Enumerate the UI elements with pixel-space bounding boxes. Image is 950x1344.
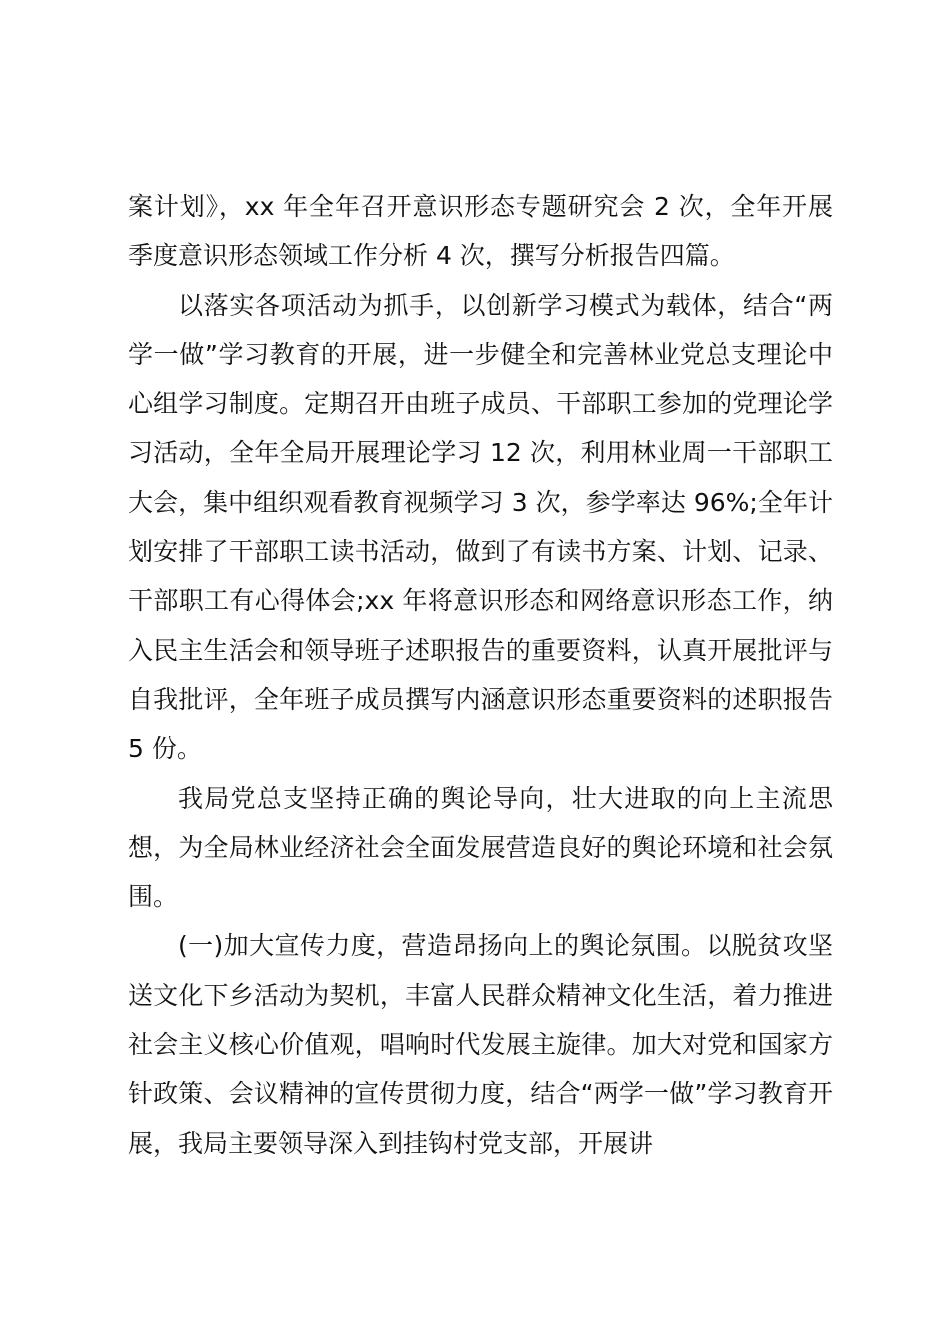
- paragraph-3: 我局党总支坚持正确的舆论导向，壮大进取的向上主流思想，为全局林业经济社会全面发展营造良好的舆论环境和社会氛围。: [128, 783, 833, 912]
- paragraph-4: (一)加大宣传力度，营造昂扬向上的舆论氛围。以脱贫攻坚送文化下乡活动为契机，丰富人民群众精神文化生活，着力推进社会主义核心价值观，唱响时代发展主旋律。加大对党和国家方针政策、会议精神的宣传贯彻力度，结合“两学一做”学习教育开展，我局主要领导深入到挂钩村党支部，开展讲: [128, 931, 833, 1158]
- paragraph-1: 案计划》，xx 年全年召开意识形态专题研究会 2 次，全年开展季度意识形态领域工作分析 4 次，撰写分析报告四篇。: [128, 192, 833, 271]
- document-body: [128, 182, 833, 1168]
- paragraph-2: 以落实各项活动为抓手，以创新学习模式为载体，结合“两学一做”学习教育的开展，进一步健全和完善林业党总支理论中心组学习制度。定期召开由班子成员、干部职工参加的党理论学习活动，全年全局开展理论学习 12 次，利用林业周一干部职工大会，集中组织观看教育视频学习 3 次，参学率达 96%;全年计划安排了干部职工读书活动，做到了有读书方案、计划、记录、干部职工有心得体会;xx 年将意识形态和网络意识形态工作，纳入民主生活会和领导班子述职报告的重要资料，认真开展批评与自我批评，全年班子成员撰写内涵意识形态重要资料的述职报告 5 份。: [128, 290, 833, 764]
